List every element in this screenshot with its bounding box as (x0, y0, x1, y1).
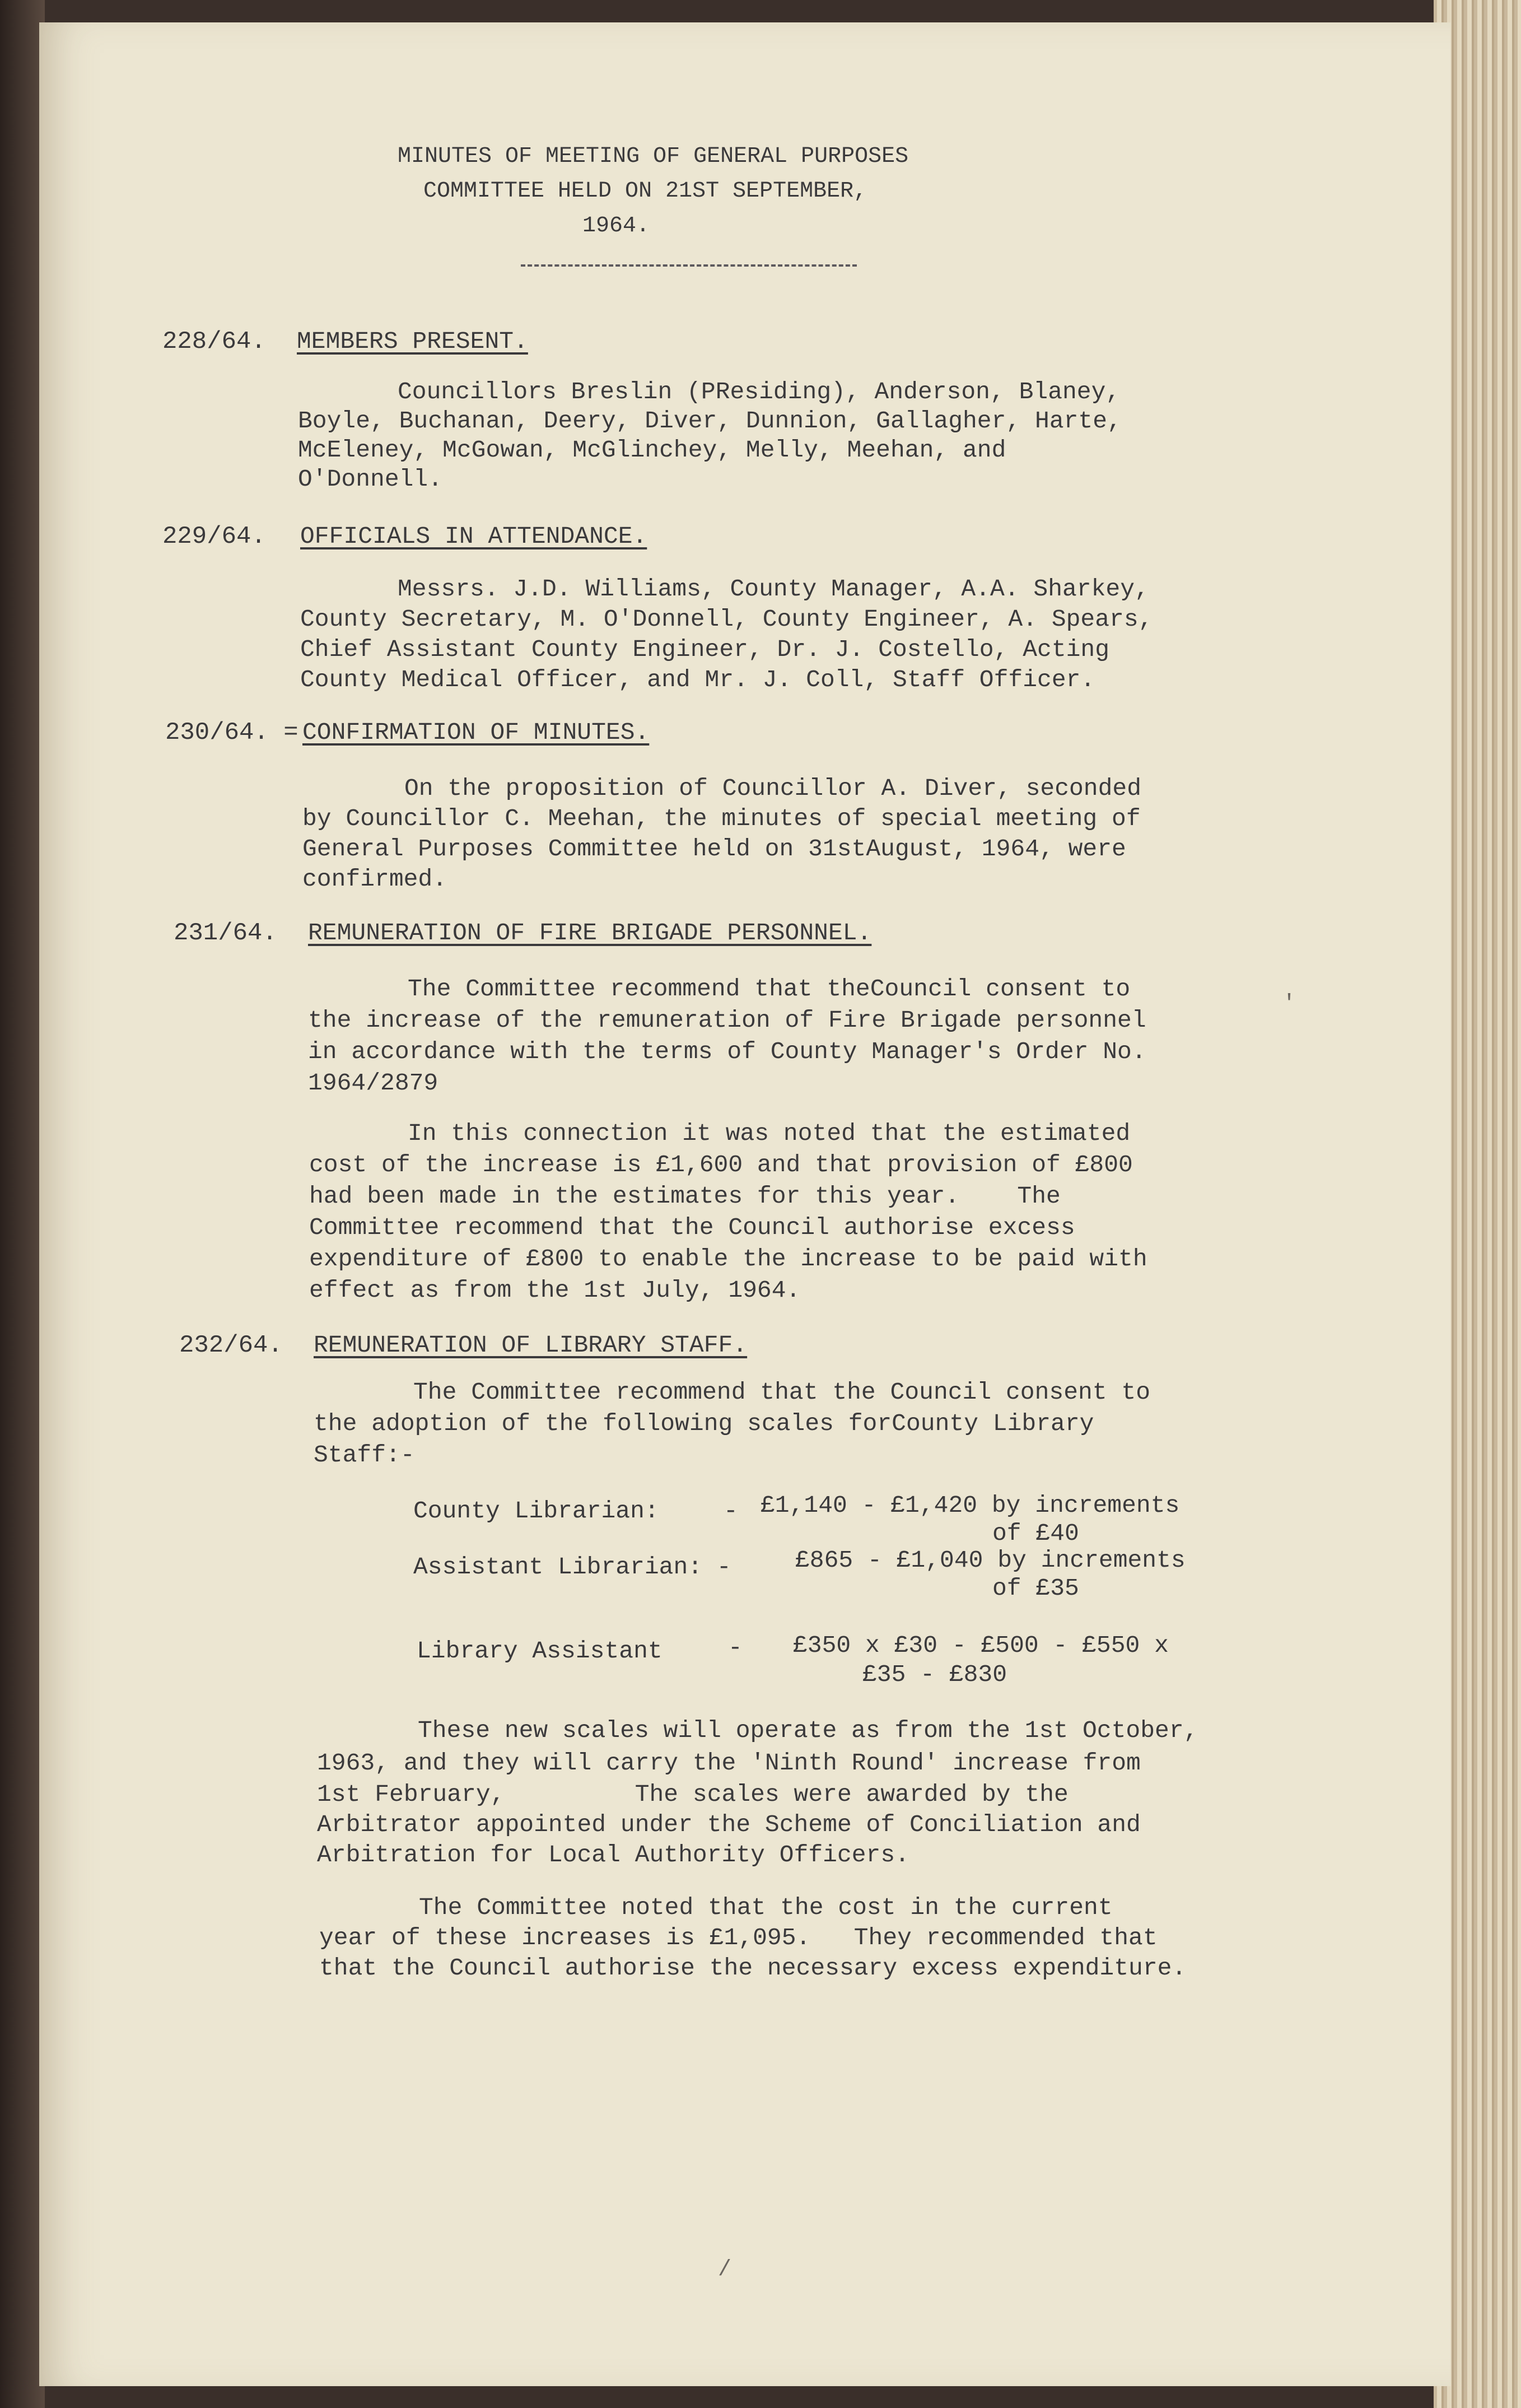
item-text-line: General Purposes Committee held on 31stAugust, 1964, were (302, 835, 1126, 863)
item-text-line: Boyle, Buchanan, Deery, Diver, Dunnion, Gallagher, Harte, (298, 407, 1122, 435)
scale-dash: - (724, 1497, 738, 1525)
item-heading: REMUNERATION OF LIBRARY STAFF. (314, 1331, 748, 1359)
item-text-line: the increase of the remuneration of Fire Brigade personnel (308, 1007, 1146, 1034)
item-text-line: The Committee noted that the cost in the current (419, 1894, 1113, 1921)
item-text-line: Committee recommend that the Council authorise excess (309, 1214, 1075, 1241)
item-text-line: by Councillor C. Meehan, the minutes of special meeting of (302, 805, 1141, 832)
title-line-2: COMMITTEE HELD ON 21ST SEPTEMBER, (423, 179, 867, 204)
item-text-line: confirmed. (302, 865, 447, 893)
scale-value: £865 - £1,040 by increments (795, 1547, 1186, 1574)
item-text-line: Messrs. J.D. Williams, County Manager, A.A. Sharkey, (398, 575, 1149, 603)
item-text-line: The Committee recommend that the Council consent to (413, 1378, 1151, 1406)
title-divider (521, 264, 857, 267)
item-text-line: year of these increases is £1,095. They recommended that (319, 1924, 1158, 1951)
item-text-line: In this connection it was noted that the estimated (408, 1120, 1131, 1147)
item-text-line: had been made in the estimates for this year. The (309, 1182, 1061, 1210)
item-text-line: McEleney, McGowan, McGlinchey, Melly, Meehan, and (298, 436, 1006, 464)
item-text-line: the adoption of the following scales forCounty Library (314, 1410, 1094, 1437)
item-number: 228/64. (162, 328, 266, 356)
title-line-3: 1964. (582, 213, 650, 239)
item-heading: OFFICIALS IN ATTENDANCE. (300, 523, 647, 550)
item-text-line: expenditure of £800 to enable the increase to be paid with (309, 1245, 1147, 1273)
item-text-line: 1963, and they will carry the 'Ninth Round' increase from (317, 1749, 1141, 1777)
document-page (39, 22, 1450, 2386)
item-text-line: County Secretary, M. O'Donnell, County Engineer, A. Spears, (300, 606, 1153, 633)
item-text-line: These new scales will operate as from the 1st October, (418, 1717, 1198, 1744)
item-text-line: 1st February, The scales were awarded by the (317, 1781, 1069, 1808)
item-text-line: 1964/2879 (308, 1069, 438, 1097)
scale-post: Assistant Librarian: - (413, 1553, 731, 1581)
item-heading: MEMBERS PRESENT. (297, 328, 528, 355)
book-binding (0, 0, 45, 2408)
item-number: 232/64. (179, 1331, 283, 1359)
item-text-line: cost of the increase is £1,600 and that provision of £800 (309, 1151, 1133, 1179)
item-number: 229/64. (162, 523, 266, 551)
scale-post: County Librarian: (413, 1497, 659, 1525)
item-number: 231/64. (174, 919, 277, 947)
ink-mark: ' (1282, 991, 1296, 1017)
scale-value-cont: £35 - £830 (862, 1661, 1007, 1688)
item-text-line: Arbitration for Local Authority Officers. (317, 1841, 909, 1869)
scale-value-cont: of £35 (992, 1575, 1079, 1602)
item-text-line: Councillors Breslin (PResiding), Anderson, Blaney, (398, 378, 1121, 406)
item-heading: CONFIRMATION OF MINUTES. (302, 719, 650, 746)
item-text-line: On the proposition of Councillor A. Diver, seconded (404, 775, 1142, 802)
item-text-line: The Committee recommend that theCouncil consent to (408, 975, 1131, 1003)
scale-dash: - (728, 1634, 743, 1661)
item-text-line: County Medical Officer, and Mr. J. Coll, Staff Officer. (300, 666, 1095, 693)
title-line-1: MINUTES OF MEETING OF GENERAL PURPOSES (398, 144, 909, 169)
scale-value-cont: of £40 (992, 1520, 1079, 1547)
item-text-line: Chief Assistant County Engineer, Dr. J. Costello, Acting (300, 636, 1110, 663)
scale-post: Library Assistant (417, 1637, 662, 1665)
item-text-line: Arbitrator appointed under the Scheme of Conciliation and (317, 1811, 1141, 1838)
scale-value: £1,140 - £1,420 by increments (760, 1492, 1180, 1519)
item-text-line: Staff:- (314, 1441, 415, 1469)
item-number: 230/64. = (165, 719, 298, 747)
item-text-line: effect as from the 1st July, 1964. (309, 1277, 801, 1304)
item-text-line: that the Council authorise the necessary excess expenditure. (319, 1954, 1187, 1982)
scale-value: £350 x £30 - £500 - £550 x (793, 1632, 1169, 1659)
ink-mark: / (718, 2257, 732, 2283)
item-heading: REMUNERATION OF FIRE BRIGADE PERSONNEL. (308, 919, 872, 947)
item-text-line: in accordance with the terms of County Manager's Order No. (308, 1038, 1146, 1065)
item-text-line: O'Donnell. (298, 465, 443, 493)
